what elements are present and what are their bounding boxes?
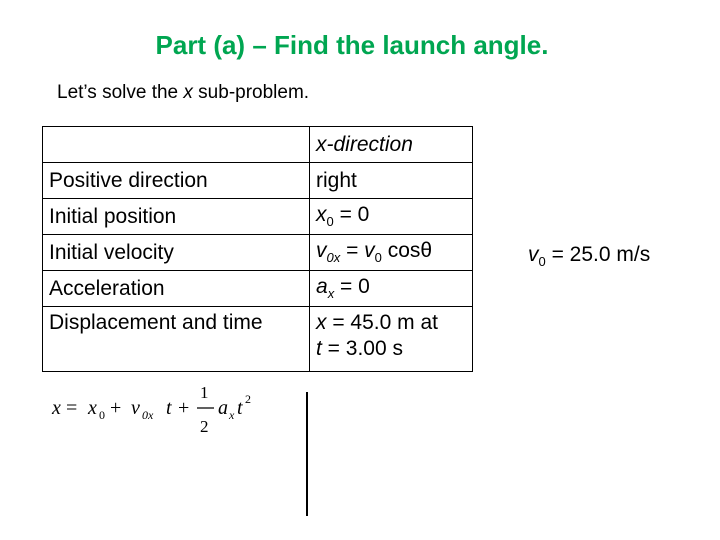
subtitle [57, 82, 309, 104]
svg-text:2: 2 [245, 392, 251, 406]
table-header-row [43, 127, 473, 163]
row-label: Displacement and time [43, 307, 310, 372]
svg-text:0x: 0x [142, 408, 154, 422]
row-label: Positive direction [43, 163, 310, 199]
svg-text:t: t [237, 397, 243, 419]
row-label: Initial velocity [43, 235, 310, 271]
subtitle-variable: x [183, 82, 193, 103]
row-value: $a_x = 0$ [310, 271, 473, 307]
svg-text:a: a [218, 397, 228, 419]
subtitle-text-after: sub-problem. [192, 82, 310, 103]
svg-text:v: v [131, 397, 140, 419]
slide-title: Part (a) – Find the launch angle. [155, 30, 549, 60]
table-row [43, 199, 473, 235]
table-row [43, 163, 473, 199]
table-row [43, 235, 473, 271]
svg-text:1: 1 [200, 383, 209, 402]
divider-line [306, 392, 308, 516]
header-cell-x-direction: x-direction [310, 127, 473, 163]
table-row [43, 271, 473, 307]
row-label: Acceleration [43, 271, 310, 307]
svg-text:x: x [52, 397, 61, 419]
svg-text:2: 2 [200, 417, 209, 436]
svg-text:+: + [178, 397, 190, 419]
svg-text:=: = [66, 397, 78, 419]
svg-text:t: t [166, 397, 172, 419]
svg-text:0: 0 [99, 408, 105, 422]
kinematics-equation [48, 380, 278, 440]
subtitle-text-before: Let’s solve the [57, 82, 184, 103]
row-value: x = 45.0 m at t = 3.00 s [310, 307, 473, 372]
svg-text:x: x [229, 408, 235, 422]
given-initial-speed: $v_0 = 25.0$ m/s [528, 243, 651, 270]
row-value: right [310, 163, 473, 199]
x-direction-table [42, 126, 473, 372]
row-value: $v_{0x} = v_0$ cosθ [310, 235, 473, 271]
header-cell-empty [43, 127, 310, 163]
row-label: Initial position [43, 199, 310, 235]
svg-text:+: + [110, 397, 122, 419]
row-value: $x_0 = 0$ [310, 199, 473, 235]
svg-text:x: x [88, 397, 97, 419]
table-row [43, 307, 473, 372]
